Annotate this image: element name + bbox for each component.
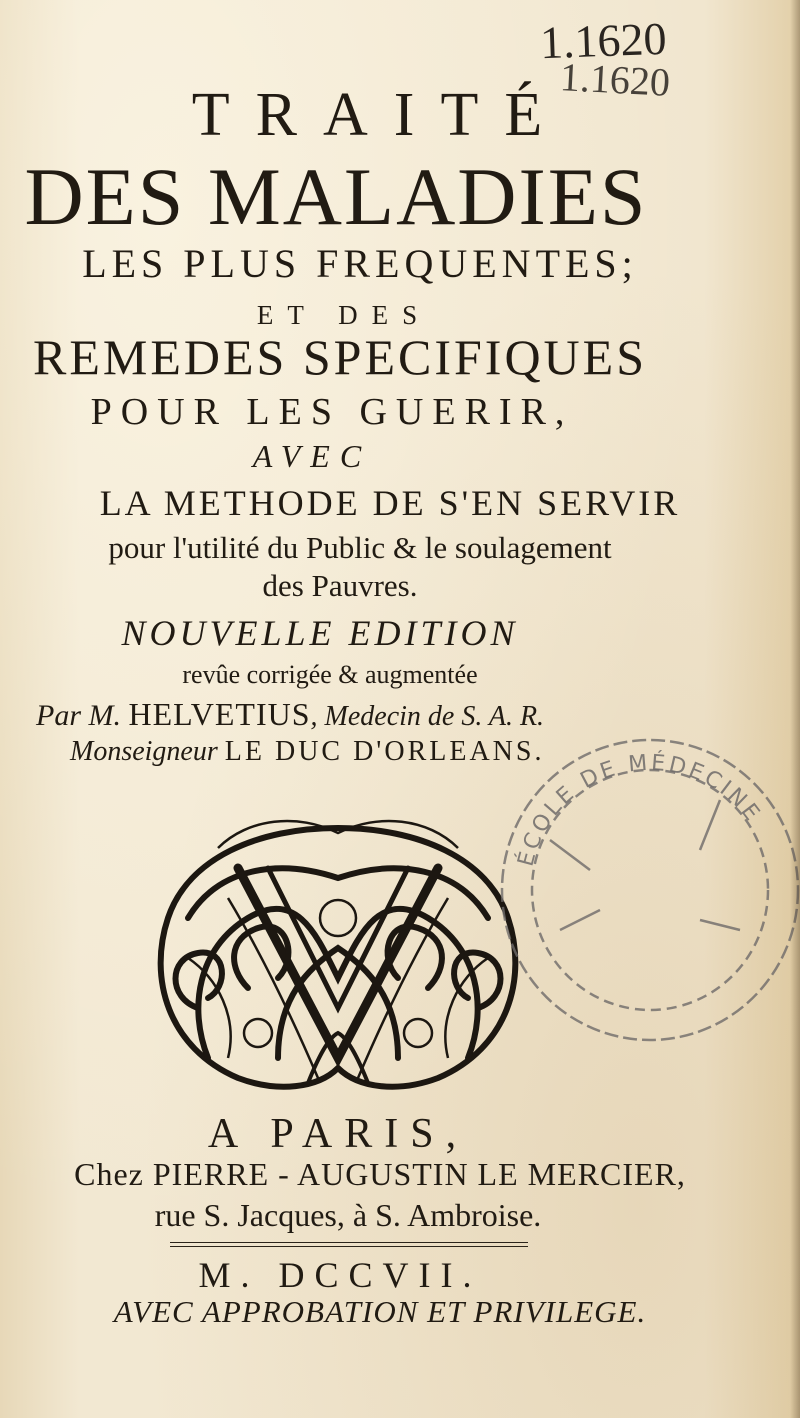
imprint-rule — [170, 1242, 528, 1247]
title-methode: LA METHODE DE S'EN SERVIR — [99, 483, 681, 523]
title-et-des: ET DES — [256, 300, 432, 330]
library-stamp — [490, 730, 800, 1050]
title-des-maladies: DES MALADIES — [24, 151, 648, 242]
title-avec: AVEC — [252, 438, 372, 474]
edition-revue: revûe corrigée & augmentée — [182, 660, 478, 689]
title-pour-lutilite: pour l'utilité du Public & le soulagement — [108, 530, 612, 565]
svg-text:ÉCOLE DE MÉDECINE — [512, 750, 765, 869]
author-par: Par M. — [36, 699, 121, 732]
title-les-plus-frequentes: LES PLUS FREQUENTES; — [82, 241, 638, 286]
author-role: , Medecin de S. A. R. — [310, 701, 545, 732]
shelf-mark-bottom: 1.1620 — [558, 54, 672, 105]
imprint-privilege: AVEC APPROBATION ET PRIVILEGE. — [113, 1294, 647, 1329]
author-duc: LE DUC D'ORLEANS. — [224, 736, 545, 767]
monogram-ornament — [128, 808, 548, 1103]
shelf-mark-top: 1.1620 — [539, 12, 668, 69]
author-line — [36, 696, 756, 733]
title-des-pauvres: des Pauvres. — [262, 568, 418, 603]
title-pour-les-guerir: POUR LES GUERIR, — [90, 391, 574, 433]
imprint-publisher: Chez PIERRE - AUGUSTIN LE MERCIER, — [74, 1156, 686, 1192]
imprint-year: M. DCCVII. — [198, 1255, 482, 1295]
title-traite: TRAITÉ — [191, 81, 569, 149]
stamp-text: ÉCOLE DE MÉDECINE — [513, 750, 766, 870]
author-name: HELVETIUS — [128, 696, 311, 732]
title-remedes-specifiques: REMEDES SPECIFIQUES — [32, 329, 648, 385]
imprint-city: A PARIS, — [207, 1111, 469, 1157]
edition-nouvelle: NOUVELLE EDITION — [121, 613, 519, 653]
author-monseigneur: Monseigneur — [70, 736, 218, 767]
imprint-address: rue S. Jacques, à S. Ambroise. — [154, 1197, 542, 1233]
